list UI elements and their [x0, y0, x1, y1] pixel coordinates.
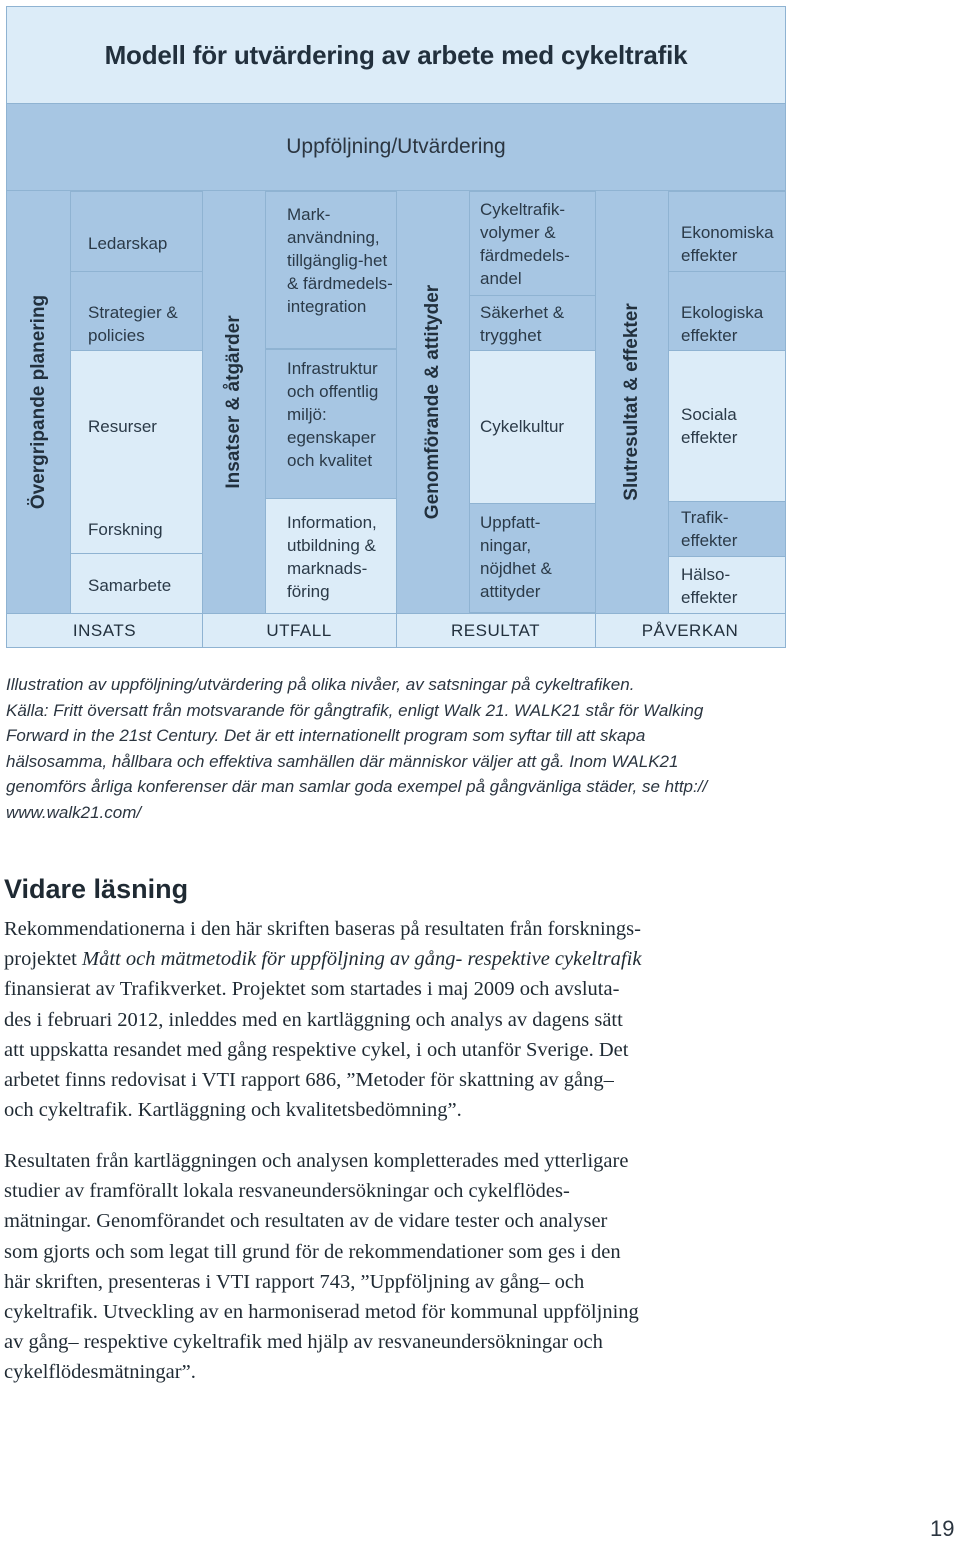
- figure-caption: [6, 672, 796, 825]
- paragraph-line: och cykeltrafik. Kartläggning och kvalitetsbedömning”.: [4, 1099, 462, 1122]
- col4-social: Sociala effekter: [681, 405, 738, 447]
- caption-line: hälsosamma, hållbara och effektiva samhällen där människor väljer att gå. Inom WALK21: [6, 751, 679, 771]
- paragraph-line: finansierat av Trafikverket. Projektet som startades i maj 2009 och avsluta-: [4, 978, 620, 1001]
- vertical-label-column: [595, 191, 669, 613]
- caption-line: www.walk21.com/: [6, 802, 142, 822]
- paragraph-line: cykelflödesmätningar”.: [4, 1361, 196, 1384]
- paragraph-line: arbetet finns redovisat i VTI rapport 686, ”Metoder för skattning av gång–: [4, 1069, 614, 1092]
- paragraph-line: att uppskatta resandet med gång respektive cykel, i och utanför Sverige. Det: [4, 1038, 629, 1061]
- paragraph-line: Rekommendationerna i den här skriften baseras på resultaten från forsknings-: [4, 918, 641, 940]
- paragraph-text: projektet: [4, 948, 82, 971]
- vertical-label-column: [396, 191, 470, 613]
- col2-land-use: Mark-användning, tillgänglig-het & färdmedels-integration: [287, 205, 393, 316]
- col4-traffic: Trafik-effekter: [681, 508, 738, 550]
- caption-line: genomförs årliga konferenser där man samlar goda exempel på gångvänliga städer, se http://: [6, 777, 708, 796]
- paragraph-line: som gjorts och som legat till grund för de rekommendationer som ges i den: [4, 1240, 621, 1263]
- caption-line: Forward in the 21st Century. Det är ett internationellt program som syftar till att skapa: [6, 726, 646, 745]
- col1-leadership: Ledarskap: [88, 234, 168, 253]
- paragraph-line: cykeltrafik. Utveckling av en harmoniserad metod för kommunal uppföljning: [4, 1301, 639, 1324]
- vertical-label-column: [7, 191, 71, 613]
- evaluation-model-diagram: [6, 6, 786, 648]
- body-paragraph-2: [4, 1146, 804, 1388]
- section-heading: Vidare läsning: [4, 874, 189, 904]
- vertical-label-implementation: Genomförande & attityder: [422, 284, 443, 520]
- footer-resultat: RESULTAT: [450, 621, 540, 640]
- col3-volumes: Cykeltrafik-volymer & färdmedels-andel: [480, 200, 570, 288]
- col1-resources: Resurser: [88, 417, 157, 436]
- col3-perceptions: Uppfatt-ningar, nöjdhet & attityder: [480, 513, 552, 601]
- vertical-label-planning: Övergripande planering: [27, 294, 49, 510]
- paragraph-line: mätningar. Genomförandet och resultaten av de vidare tester och analyser: [4, 1210, 608, 1233]
- col2-infrastructure: Infrastruktur och offentlig miljö: egenskaper och kvalitet: [287, 359, 379, 470]
- vertical-label-outcomes: Slutresultat & effekter: [621, 303, 642, 501]
- page-number: 19: [930, 1516, 955, 1541]
- project-title: Mått och mätmetodik för uppföljning av gång- respektive cykeltrafik: [82, 948, 642, 971]
- paragraph-line: des i februari 2012, inleddes med en kartläggning och analys av dagens sätt: [4, 1008, 623, 1031]
- footer-paverkan: PÅVERKAN: [641, 621, 739, 640]
- paragraph-line: Resultaten från kartläggningen och analysen kompletterades med ytterligare: [4, 1150, 629, 1172]
- col4-ecological: Ekologiska effekter: [681, 303, 764, 345]
- body-paragraph-1: [4, 914, 804, 1125]
- diagram-title: Modell för utvärdering av arbete med cykeltrafik: [104, 39, 688, 70]
- col4-health: Hälso-effekter: [681, 565, 738, 607]
- col2-information: Information, utbildning & marknads-föring: [287, 513, 377, 601]
- col1-research: Forskning: [88, 520, 163, 539]
- diagram-subtitle: Uppföljning/Utvärdering: [7, 103, 785, 191]
- vertical-label-column: [202, 191, 266, 613]
- paragraph-line: [4, 944, 804, 974]
- caption-line: Illustration av uppföljning/utvärdering på olika nivåer, av satsningar på cykeltrafiken.: [6, 675, 635, 694]
- col1-strategies: Strategier & policies: [88, 303, 178, 345]
- paragraph-line: studier av framförallt lokala resvaneundersökningar och cykelflödes-: [4, 1180, 570, 1203]
- col4-economic: Ekonomiska effekter: [681, 223, 774, 265]
- col1-cooperation: Samarbete: [88, 576, 172, 595]
- col3-safety: Säkerhet & trygghet: [480, 303, 565, 345]
- footer-utfall: UTFALL: [266, 621, 332, 640]
- paragraph-line: här skriften, presenteras i VTI rapport 743, ”Uppföljning av gång– och: [4, 1270, 585, 1293]
- caption-line: Källa: Fritt översatt från motsvarande för gångtrafik, enligt Walk 21. WALK21 står för Walking: [6, 700, 704, 720]
- diagram-footer-row: [7, 613, 785, 648]
- paragraph-line: av gång– respektive cykeltrafik med hjälp av resvaneundersökningar och: [4, 1331, 603, 1354]
- footer-insats: INSATS: [72, 621, 137, 640]
- col3-culture: Cykelkultur: [480, 417, 565, 436]
- vertical-label-actions: Insatser & åtgärder: [223, 315, 244, 489]
